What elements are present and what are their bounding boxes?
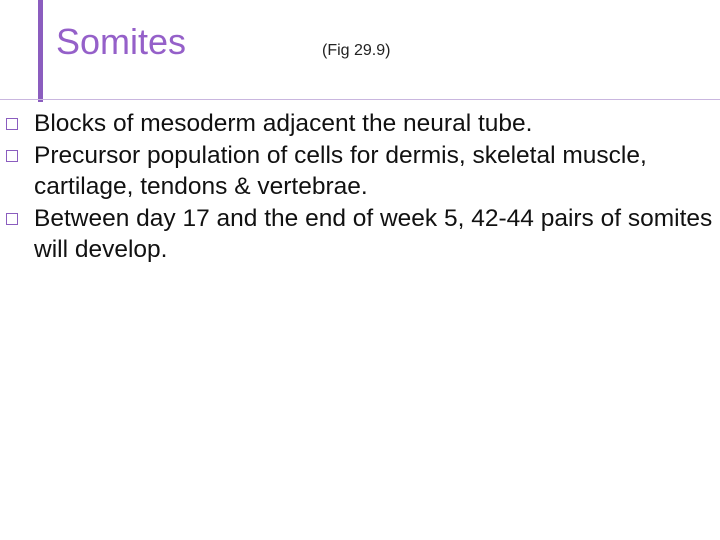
bullet-text: Precursor population of cells for dermis, skeletal muscle, cartilage, tendons & vertebrae. xyxy=(34,141,647,200)
bullet-item xyxy=(0,108,720,140)
hollow-square-icon xyxy=(6,150,18,162)
hollow-square-icon xyxy=(6,118,18,130)
figure-reference: (Fig 29.9) xyxy=(322,42,391,59)
accent-bar xyxy=(38,0,43,102)
title-divider xyxy=(0,99,720,100)
bullet-text: Blocks of mesoderm adjacent the neural tube. xyxy=(34,110,533,137)
bullet-text: Between day 17 and the end of week 5, 42-44 pairs of somites will develop. xyxy=(34,204,713,263)
slide-title: Somites xyxy=(56,21,187,62)
hollow-square-icon xyxy=(6,213,18,225)
bullet-item xyxy=(0,140,720,203)
bullet-list xyxy=(0,108,720,266)
bullet-item xyxy=(0,203,720,266)
